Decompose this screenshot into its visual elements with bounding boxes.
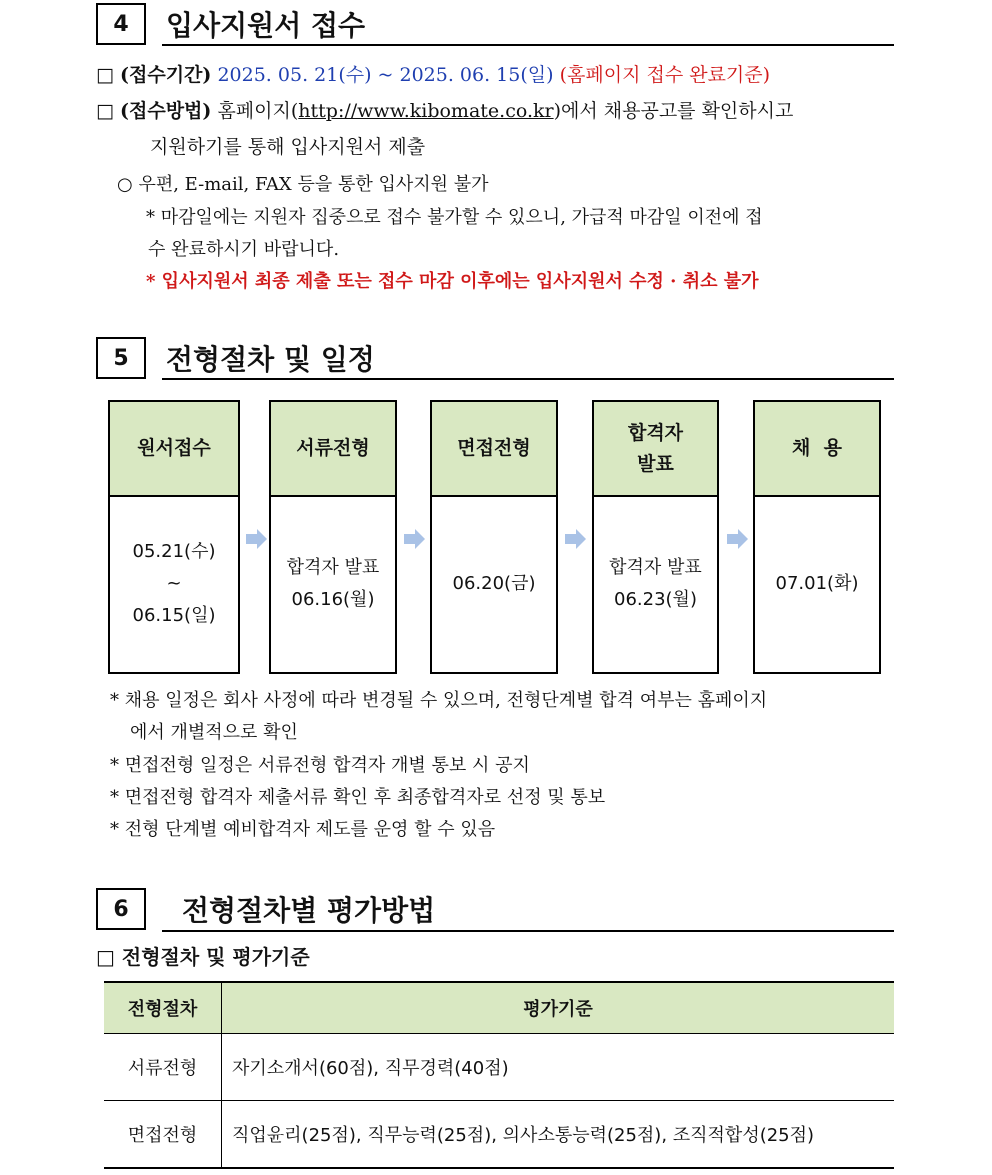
method-text-pre: 홈페이지( bbox=[217, 100, 299, 122]
method-label: (접수방법) bbox=[120, 100, 212, 122]
schedule-note-3: * 면접전형 합격자 제출서류 확인 후 최종합격자로 선정 및 통보 bbox=[110, 787, 606, 808]
table-row bbox=[104, 1101, 894, 1169]
section-6-number: 6 bbox=[96, 888, 146, 930]
step-header: 채 용 bbox=[755, 402, 879, 497]
checkbox-square-icon: □ bbox=[96, 64, 114, 86]
section-4-number: 4 bbox=[96, 3, 146, 45]
step-header bbox=[594, 402, 717, 497]
step-body bbox=[110, 495, 238, 672]
table-header-row bbox=[104, 982, 894, 1034]
no-edit-warning: * 입사지원서 최종 제출 또는 접수 마감 이후에는 입사지원서 수정 · 취소 불가 bbox=[146, 271, 759, 292]
circle-item-text: 우편, E-mail, FAX 등을 통한 입사지원 불가 bbox=[138, 174, 489, 195]
step-body-label: 합격자 발표 bbox=[286, 556, 380, 578]
schedule-note-1-cont: 에서 개별적으로 확인 bbox=[130, 722, 298, 743]
section-4-underline bbox=[162, 44, 894, 46]
method-text-post: )에서 채용공고를 확인하시고 bbox=[553, 100, 794, 122]
step-body bbox=[755, 495, 879, 672]
criteria-cell: 직업윤리(25점), 직무능력(25점), 의사소통능력(25점), 조직적합성(25점) bbox=[222, 1101, 895, 1169]
column-header-stage: 전형절차 bbox=[104, 982, 222, 1034]
step-date-tilde: ~ bbox=[166, 572, 182, 594]
method-row bbox=[96, 96, 793, 123]
step-body-label: 합격자 발표 bbox=[609, 556, 702, 578]
criteria-subtitle: 전형절차 및 평가기준 bbox=[121, 945, 310, 969]
stage-cell: 면접전형 bbox=[104, 1101, 222, 1169]
section-6-title: 전형절차별 평가방법 bbox=[182, 894, 436, 927]
process-step-interview bbox=[430, 400, 558, 674]
step-body bbox=[432, 495, 556, 672]
step-date: 06.16(월) bbox=[291, 588, 375, 610]
step-date: 06.23(월) bbox=[614, 588, 697, 610]
right-arrow-icon bbox=[246, 528, 268, 550]
process-step-hiring bbox=[753, 400, 881, 674]
process-step-application bbox=[108, 400, 240, 674]
period-row bbox=[96, 60, 770, 87]
checkbox-square-icon: □ bbox=[96, 100, 114, 122]
step-header: 서류전형 bbox=[271, 402, 395, 497]
period-note: (홈페이지 접수 완료기준) bbox=[559, 64, 771, 86]
step-header-line-1: 합격자 bbox=[627, 421, 684, 444]
schedule-note-1: * 채용 일정은 회사 사정에 따라 변경될 수 있으며, 전형단계별 합격 여부는 홈페이지 bbox=[110, 690, 768, 711]
criteria-cell: 자기소개서(60점), 직무경력(40점) bbox=[222, 1034, 895, 1101]
step-header: 원서접수 bbox=[110, 402, 238, 497]
step-header: 면접전형 bbox=[432, 402, 556, 497]
table-row bbox=[104, 1034, 894, 1101]
process-step-document-screening bbox=[269, 400, 397, 674]
step-date: 07.01(화) bbox=[775, 572, 859, 594]
right-arrow-icon bbox=[565, 528, 587, 550]
checkbox-square-icon: □ bbox=[96, 945, 115, 969]
period-label: (접수기간) bbox=[120, 64, 212, 86]
criteria-subtitle-row bbox=[96, 941, 310, 970]
step-body bbox=[594, 495, 717, 672]
schedule-note-2: * 면접전형 일정은 서류전형 합격자 개별 통보 시 공지 bbox=[110, 755, 530, 776]
deadline-note-line-2: 수 완료하시기 바랍니다. bbox=[148, 239, 340, 260]
schedule-note-4: * 전형 단계별 예비합격자 제도를 운영 할 수 있음 bbox=[110, 819, 496, 840]
period-value: 2025. 05. 21(수) ~ 2025. 06. 15(일) bbox=[217, 64, 554, 86]
deadline-note-line-1: * 마감일에는 지원자 집중으로 접수 불가할 수 있으니, 가급적 마감일 이전에 접 bbox=[146, 207, 763, 228]
step-header-line-2: 발표 bbox=[637, 452, 674, 475]
step-date-start: 05.21(수) bbox=[132, 540, 216, 562]
step-body bbox=[271, 495, 395, 672]
evaluation-criteria-table bbox=[104, 981, 894, 1169]
step-date-end: 06.15(일) bbox=[132, 604, 216, 626]
process-step-announcement bbox=[592, 400, 719, 674]
section-5-number: 5 bbox=[96, 337, 146, 379]
step-date: 06.20(금) bbox=[452, 572, 536, 594]
homepage-link[interactable]: http://www.kibomate.co.kr bbox=[298, 100, 554, 122]
method-line-2: 지원하기를 통해 입사지원서 제출 bbox=[150, 136, 426, 158]
circle-bullet-icon: ○ bbox=[117, 174, 133, 195]
right-arrow-icon bbox=[404, 528, 426, 550]
section-4-title: 입사지원서 접수 bbox=[166, 9, 366, 42]
stage-cell: 서류전형 bbox=[104, 1034, 222, 1101]
section-5-title: 전형절차 및 일정 bbox=[166, 343, 375, 376]
column-header-criteria: 평가기준 bbox=[222, 982, 895, 1034]
circle-item-row bbox=[117, 170, 489, 196]
section-5-underline bbox=[162, 378, 894, 380]
section-6-underline bbox=[162, 930, 894, 932]
right-arrow-icon bbox=[727, 528, 749, 550]
